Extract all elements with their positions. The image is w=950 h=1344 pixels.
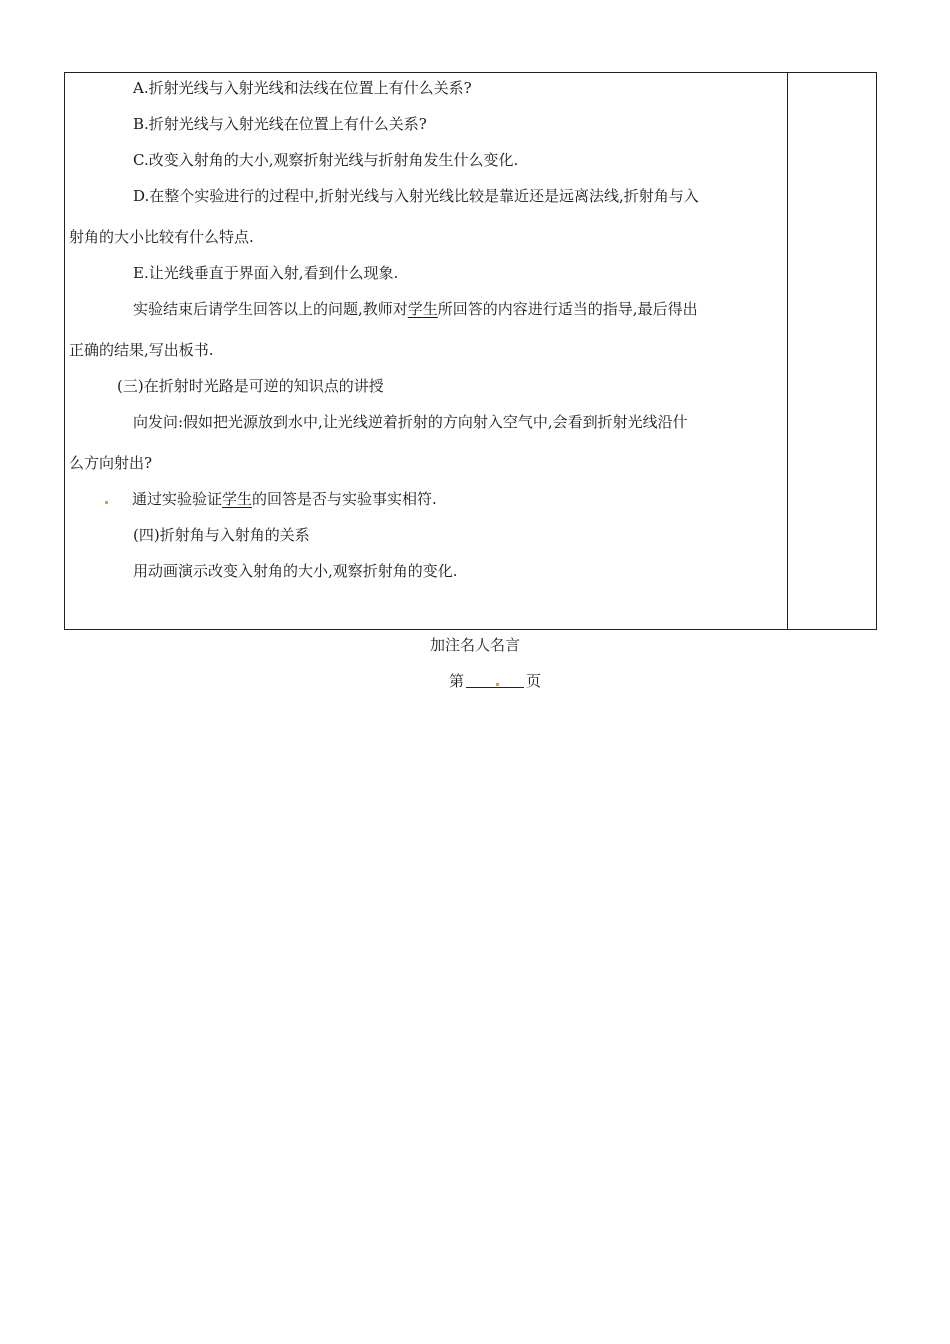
footer-note: 加注名人名言	[429, 636, 520, 654]
student-link[interactable]: 学生	[407, 300, 438, 318]
page-number: 第 页	[449, 672, 542, 690]
summary-line-1: 实验结束后请学生回答以上的问题,教师对学生所回答的内容进行适当的指导,最后得出	[133, 300, 698, 318]
question-d-line-1: D.在整个实验进行的过程中,折射光线与入射光线比较是靠近还是远离法线,折射角与入	[133, 187, 699, 205]
bullet-dot-icon	[105, 501, 108, 504]
verify-line: 通过实验验证学生的回答是否与实验事实相符.	[105, 489, 437, 509]
student-link-2[interactable]: 学生	[222, 490, 253, 508]
section-3-title: (三)在折射时光路是可逆的知识点的讲授	[117, 377, 384, 395]
ask-line-1: 向发问:假如把光源放到水中,让光线逆着折射的方向射入空气中,会看到折射光线沿什	[133, 413, 688, 431]
section-4-title: (四)折射角与入射角的关系	[133, 526, 310, 544]
animation-line: 用动画演示改变入射角的大小,观察折射角的变化.	[133, 562, 458, 580]
question-a: A.折射光线与入射光线和法线在位置上有什么关系?	[133, 79, 472, 97]
question-c: C.改变入射角的大小,观察折射光线与折射角发生什么变化.	[133, 151, 519, 169]
page-number-blank[interactable]	[466, 673, 524, 688]
lesson-table	[64, 72, 877, 630]
ask-line-2: 么方向射出?	[69, 454, 153, 472]
question-e: E.让光线垂直于界面入射,看到什么现象.	[133, 264, 399, 282]
blank-dot-icon	[496, 683, 499, 686]
question-b: B.折射光线与入射光线在位置上有什么关系?	[133, 115, 427, 133]
question-d-line-2: 射角的大小比较有什么特点.	[69, 228, 254, 246]
notes-column-divider	[787, 73, 788, 629]
summary-line-2: 正确的结果,写出板书.	[69, 341, 214, 359]
